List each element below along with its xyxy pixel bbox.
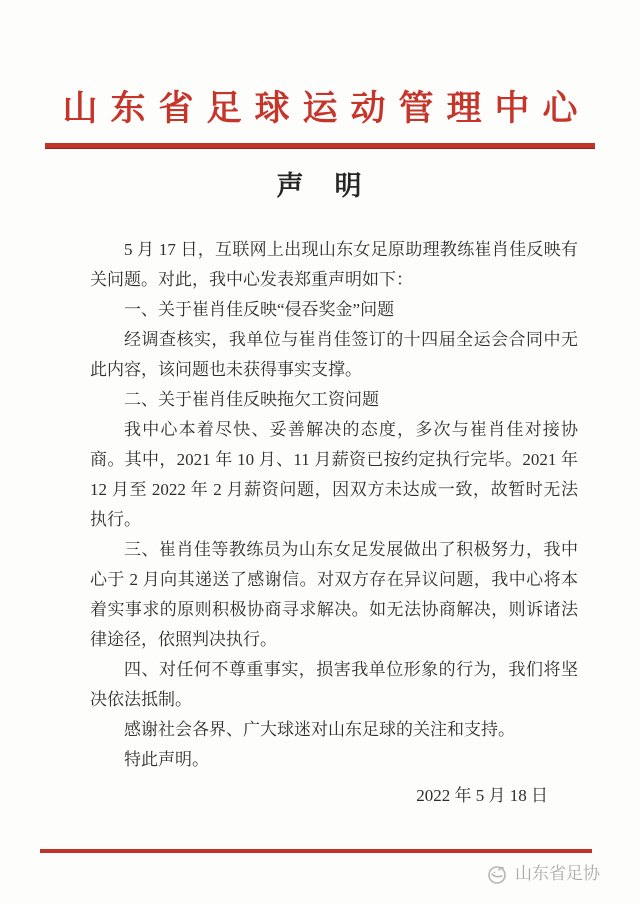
footer-divider-line xyxy=(40,849,592,853)
statement-date: 2022 年 5 月 18 日 xyxy=(416,786,548,805)
paragraph-item-1-heading: 一、关于崔肖佳反映“侵吞奖金”问题 xyxy=(124,300,395,319)
shandong-fa-logo-icon xyxy=(485,862,509,886)
paragraph-item-3: 三、崔肖佳等教练员为山东女足发展做出了积极努力，我中心于 2 月向其递送了感谢信。对双方存在异议问题，我中心将本着实事求的原则积极协商寻求解决。如无法协商解决，则诉诸法律途径，依照判决执行。 xyxy=(90,540,578,649)
paragraph-item-2-heading: 二、关于崔肖佳反映拖欠工资问题 xyxy=(124,390,379,409)
paragraph-thanks: 感谢社会各界、广大球迷对山东足球的关注和支持。 xyxy=(124,720,515,739)
paragraph-item-4: 四、对任何不尊重事实，损害我单位形象的行为，我们将坚决依法抵制。 xyxy=(90,660,578,709)
footer-account-name: 山东省足协 xyxy=(515,864,600,883)
paragraph-item-2-body: 我中心本着尽快、妥善解决的态度，多次与崔肖佳对接协商。其中，2021 年 10 月、11 月薪资已按约定执行完毕。2021 年 12 月至 2022 年 2 月薪资问题，因双方未达成一致，故暂时无法执行。 xyxy=(90,420,578,529)
statement-body xyxy=(90,235,578,775)
document-title: 声 明 xyxy=(276,171,364,201)
paragraph-intro: 5 月 17 日，互联网上出现山东女足原助理教练崔肖佳反映有关问题。对此，我中心发表郑重声明如下： xyxy=(90,240,578,289)
header-divider-line xyxy=(45,143,595,149)
footer xyxy=(485,861,600,887)
paragraph-closing: 特此声明。 xyxy=(124,750,209,769)
paragraph-item-1-body: 经调查核实，我单位与崔肖佳签订的十四届全运会合同中无此内容，该问题也未获得事实支撑。 xyxy=(90,330,578,379)
org-name-heading: 山东省足球运动管理中心 xyxy=(62,89,591,128)
